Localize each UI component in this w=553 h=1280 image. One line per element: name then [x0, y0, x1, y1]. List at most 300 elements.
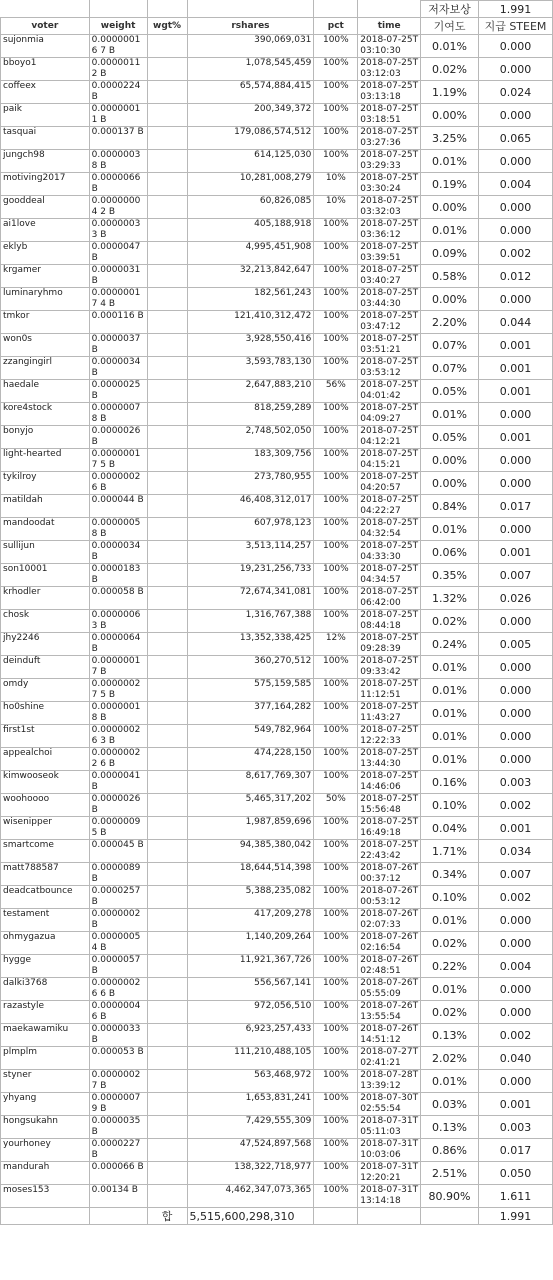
weight-cell: 0.00000063 B	[89, 610, 147, 633]
time-cell: 2018-07-25T03:53:12	[358, 357, 421, 380]
weight-cell: 0.00000058 B	[89, 518, 147, 541]
pct-cell: 100%	[314, 495, 358, 518]
contribution-cell: 0.19%	[421, 173, 479, 196]
table-row[interactable]	[1, 679, 553, 702]
contribution-cell: 0.01%	[421, 679, 479, 702]
time-cell: 2018-07-25T03:30:24	[358, 173, 421, 196]
time-cell: 2018-07-25T03:18:51	[358, 104, 421, 127]
pct-cell: 100%	[314, 725, 358, 748]
wgt-percent-cell	[147, 1024, 187, 1047]
payout-cell: 0.000	[479, 725, 553, 748]
contribution-cell: 0.84%	[421, 495, 479, 518]
rshares-cell: 32,213,842,647	[187, 265, 314, 288]
pct-cell: 100%	[314, 610, 358, 633]
wgt-percent-cell	[147, 725, 187, 748]
table-row[interactable]	[1, 449, 553, 472]
voter-cell: dalki3768	[1, 978, 90, 1001]
weight-cell: 0.00000016 7 B	[89, 35, 147, 58]
table-row[interactable]	[1, 173, 553, 196]
rshares-cell: 360,270,512	[187, 656, 314, 679]
table-row[interactable]	[1, 541, 553, 564]
rshares-cell: 47,524,897,568	[187, 1139, 314, 1162]
contribution-cell: 0.01%	[421, 978, 479, 1001]
table-row[interactable]	[1, 1093, 553, 1116]
weight-cell: 0.00000018 B	[89, 702, 147, 725]
wgt-percent-cell	[147, 564, 187, 587]
rshares-cell: 10,281,008,279	[187, 173, 314, 196]
time-cell: 2018-07-31T05:11:03	[358, 1116, 421, 1139]
wgt-percent-cell	[147, 656, 187, 679]
rshares-cell: 3,928,550,416	[187, 334, 314, 357]
payout-cell: 0.000	[479, 978, 553, 1001]
voter-cell: omdy	[1, 679, 90, 702]
table-row[interactable]	[1, 817, 553, 840]
weight-cell: 0.00000054 B	[89, 932, 147, 955]
rshares-cell: 111,210,488,105	[187, 1047, 314, 1070]
header-payout-steem[interactable]: 지급 STEEM	[479, 18, 553, 35]
rshares-cell: 417,209,278	[187, 909, 314, 932]
totals-label: 합	[147, 1208, 187, 1225]
contribution-cell: 2.20%	[421, 311, 479, 334]
pct-cell: 100%	[314, 1024, 358, 1047]
pct-cell: 56%	[314, 380, 358, 403]
table-row[interactable]	[1, 104, 553, 127]
payout-cell: 0.007	[479, 564, 553, 587]
contribution-cell: 0.10%	[421, 886, 479, 909]
payout-cell: 0.000	[479, 518, 553, 541]
time-cell: 2018-07-31T13:14:18	[358, 1185, 421, 1208]
voter-cell: bboyo1	[1, 58, 90, 81]
weight-cell: 0.00000027 B	[89, 1070, 147, 1093]
contribution-cell: 0.00%	[421, 196, 479, 219]
pct-cell: 100%	[314, 426, 358, 449]
rshares-cell: 3,593,783,130	[187, 357, 314, 380]
totals-row	[1, 1208, 553, 1225]
payout-cell: 1.611	[479, 1185, 553, 1208]
weight-cell: 0.0000227 B	[89, 1139, 147, 1162]
time-cell: 2018-07-25T03:13:18	[358, 81, 421, 104]
payout-cell: 0.005	[479, 633, 553, 656]
pct-cell: 100%	[314, 564, 358, 587]
wgt-percent-cell	[147, 173, 187, 196]
weight-cell: 0.0000089 B	[89, 863, 147, 886]
wgt-percent-cell	[147, 311, 187, 334]
wgt-percent-cell	[147, 449, 187, 472]
weight-cell: 0.0000034 B	[89, 357, 147, 380]
table-row[interactable]	[1, 288, 553, 311]
rshares-cell: 377,164,282	[187, 702, 314, 725]
weight-cell: 0.0000064 B	[89, 633, 147, 656]
payout-cell: 0.000	[479, 219, 553, 242]
table-row[interactable]	[1, 495, 553, 518]
contribution-cell: 0.07%	[421, 357, 479, 380]
table-row[interactable]	[1, 58, 553, 81]
table-row[interactable]	[1, 1024, 553, 1047]
pct-cell: 100%	[314, 886, 358, 909]
table-row[interactable]	[1, 633, 553, 656]
wgt-percent-cell	[147, 886, 187, 909]
table-row[interactable]	[1, 794, 553, 817]
time-cell: 2018-07-25T03:44:30	[358, 288, 421, 311]
table-row[interactable]	[1, 196, 553, 219]
rshares-cell: 183,309,756	[187, 449, 314, 472]
contribution-cell: 0.02%	[421, 610, 479, 633]
table-row[interactable]	[1, 472, 553, 495]
contribution-cell: 0.01%	[421, 909, 479, 932]
weight-cell: 0.0000037 B	[89, 334, 147, 357]
table-row[interactable]	[1, 863, 553, 886]
voter-cell: ho0shine	[1, 702, 90, 725]
contribution-cell: 1.32%	[421, 587, 479, 610]
weight-cell: 0.00000078 B	[89, 403, 147, 426]
table-row[interactable]	[1, 518, 553, 541]
rshares-cell: 818,259,289	[187, 403, 314, 426]
voter-cell: deinduft	[1, 656, 90, 679]
rshares-cell: 4,462,347,073,365	[187, 1185, 314, 1208]
table-row[interactable]	[1, 610, 553, 633]
payout-cell: 0.044	[479, 311, 553, 334]
voter-cell: kimwooseok	[1, 771, 90, 794]
contribution-cell: 0.13%	[421, 1024, 479, 1047]
table-row[interactable]	[1, 725, 553, 748]
voter-cell: ai1love	[1, 219, 90, 242]
rshares-cell: 179,086,574,512	[187, 127, 314, 150]
pct-cell: 100%	[314, 1001, 358, 1024]
contribution-cell: 0.05%	[421, 380, 479, 403]
wgt-percent-cell	[147, 196, 187, 219]
table-row[interactable]	[1, 1001, 553, 1024]
header-weight[interactable]: weight	[89, 18, 147, 35]
empty-cell	[358, 1208, 421, 1225]
pct-cell: 100%	[314, 1047, 358, 1070]
table-row[interactable]	[1, 1139, 553, 1162]
payout-cell: 0.003	[479, 771, 553, 794]
payout-cell: 0.002	[479, 242, 553, 265]
rshares-cell: 4,995,451,908	[187, 242, 314, 265]
pct-cell: 100%	[314, 449, 358, 472]
totals-payout: 1.991	[479, 1208, 553, 1225]
pct-cell: 100%	[314, 840, 358, 863]
time-cell: 2018-07-26T00:53:12	[358, 886, 421, 909]
table-row[interactable]	[1, 127, 553, 150]
wgt-percent-cell	[147, 1185, 187, 1208]
rshares-cell: 607,978,123	[187, 518, 314, 541]
rshares-cell: 2,647,883,210	[187, 380, 314, 403]
weight-cell: 0.0000066 B	[89, 173, 147, 196]
weight-cell: 0.000116 B	[89, 311, 147, 334]
wgt-percent-cell	[147, 817, 187, 840]
rshares-cell: 11,921,367,726	[187, 955, 314, 978]
wgt-percent-cell	[147, 288, 187, 311]
weight-cell: 0.0000033 B	[89, 1024, 147, 1047]
rshares-cell: 1,653,831,241	[187, 1093, 314, 1116]
table-row[interactable]	[1, 150, 553, 173]
voter-cell: sullijun	[1, 541, 90, 564]
summary-row	[1, 1, 553, 18]
header-wgt-percent[interactable]: wgt%	[147, 18, 187, 35]
voter-cell: jungch98	[1, 150, 90, 173]
pct-cell: 100%	[314, 58, 358, 81]
contribution-cell: 0.01%	[421, 518, 479, 541]
payout-cell: 0.001	[479, 334, 553, 357]
time-cell: 2018-07-25T09:28:39	[358, 633, 421, 656]
rshares-cell: 1,078,545,459	[187, 58, 314, 81]
rshares-cell: 200,349,372	[187, 104, 314, 127]
wgt-percent-cell	[147, 127, 187, 150]
pct-cell: 100%	[314, 150, 358, 173]
pct-cell: 100%	[314, 1185, 358, 1208]
payout-cell: 0.007	[479, 863, 553, 886]
payout-cell: 0.004	[479, 173, 553, 196]
time-cell: 2018-07-28T13:39:12	[358, 1070, 421, 1093]
voter-cell: krgamer	[1, 265, 90, 288]
pct-cell: 100%	[314, 978, 358, 1001]
wgt-percent-cell	[147, 1162, 187, 1185]
weight-cell: 0.00000095 B	[89, 817, 147, 840]
payout-cell: 0.000	[479, 748, 553, 771]
time-cell: 2018-07-25T06:42:00	[358, 587, 421, 610]
rshares-cell: 614,125,030	[187, 150, 314, 173]
time-cell: 2018-07-30T02:55:54	[358, 1093, 421, 1116]
weight-cell: 0.00000026 3 B	[89, 725, 147, 748]
time-cell: 2018-07-25T04:33:30	[358, 541, 421, 564]
weight-cell: 0.00000017 5 B	[89, 449, 147, 472]
voter-cell: yourhoney	[1, 1139, 90, 1162]
empty-cell	[89, 1208, 147, 1225]
voter-cell: tykilroy	[1, 472, 90, 495]
contribution-cell: 0.00%	[421, 449, 479, 472]
contribution-cell: 0.22%	[421, 955, 479, 978]
payout-cell: 0.000	[479, 656, 553, 679]
pct-cell: 100%	[314, 909, 358, 932]
table-row[interactable]	[1, 1116, 553, 1139]
payout-cell: 0.002	[479, 886, 553, 909]
voter-cell: won0s	[1, 334, 90, 357]
payout-cell: 0.002	[479, 1024, 553, 1047]
payout-cell: 0.001	[479, 380, 553, 403]
wgt-percent-cell	[147, 794, 187, 817]
table-row[interactable]	[1, 219, 553, 242]
weight-cell: 0.0000057 B	[89, 955, 147, 978]
weight-cell: 0.00000017 4 B	[89, 288, 147, 311]
contribution-cell: 1.19%	[421, 81, 479, 104]
rshares-cell: 563,468,972	[187, 1070, 314, 1093]
payout-cell: 0.040	[479, 1047, 553, 1070]
header-rshares[interactable]: rshares	[187, 18, 314, 35]
payout-cell: 0.000	[479, 58, 553, 81]
weight-cell: 0.000053 B	[89, 1047, 147, 1070]
table-row[interactable]	[1, 978, 553, 1001]
contribution-cell: 0.01%	[421, 35, 479, 58]
contribution-cell: 0.01%	[421, 219, 479, 242]
table-row[interactable]	[1, 1162, 553, 1185]
header-voter[interactable]: voter	[1, 18, 90, 35]
pct-cell: 100%	[314, 518, 358, 541]
table-row[interactable]	[1, 265, 553, 288]
time-cell: 2018-07-25T22:43:42	[358, 840, 421, 863]
contribution-cell: 0.13%	[421, 1116, 479, 1139]
time-cell: 2018-07-25T16:49:18	[358, 817, 421, 840]
time-cell: 2018-07-26T02:48:51	[358, 955, 421, 978]
rshares-cell: 8,617,769,307	[187, 771, 314, 794]
table-row[interactable]	[1, 1070, 553, 1093]
wgt-percent-cell	[147, 587, 187, 610]
empty-cell	[314, 1208, 358, 1225]
pct-cell: 100%	[314, 35, 358, 58]
wgt-percent-cell	[147, 633, 187, 656]
weight-cell: 0.0000002 B	[89, 909, 147, 932]
pct-cell: 100%	[314, 311, 358, 334]
table-row[interactable]	[1, 35, 553, 58]
contribution-cell: 80.90%	[421, 1185, 479, 1208]
time-cell: 2018-07-26T02:16:54	[358, 932, 421, 955]
wgt-percent-cell	[147, 771, 187, 794]
weight-cell: 0.0000035 B	[89, 1116, 147, 1139]
rshares-cell: 13,352,338,425	[187, 633, 314, 656]
pct-cell: 100%	[314, 587, 358, 610]
table-row[interactable]	[1, 1047, 553, 1070]
contribution-cell: 0.35%	[421, 564, 479, 587]
contribution-cell: 0.01%	[421, 748, 479, 771]
wgt-percent-cell	[147, 58, 187, 81]
payout-cell: 0.000	[479, 472, 553, 495]
table-row[interactable]	[1, 771, 553, 794]
wgt-percent-cell	[147, 150, 187, 173]
table-row[interactable]	[1, 656, 553, 679]
payout-cell: 0.000	[479, 288, 553, 311]
table-row[interactable]	[1, 380, 553, 403]
rshares-cell: 1,140,209,264	[187, 932, 314, 955]
time-cell: 2018-07-25T04:32:54	[358, 518, 421, 541]
contribution-cell: 0.02%	[421, 58, 479, 81]
voter-cell: yhyang	[1, 1093, 90, 1116]
contribution-cell: 2.02%	[421, 1047, 479, 1070]
table-row[interactable]	[1, 909, 553, 932]
rshares-cell: 138,322,718,977	[187, 1162, 314, 1185]
wgt-percent-cell	[147, 380, 187, 403]
contribution-cell: 3.25%	[421, 127, 479, 150]
voter-cell: razastyle	[1, 1001, 90, 1024]
time-cell: 2018-07-26T05:55:09	[358, 978, 421, 1001]
table-row[interactable]	[1, 1185, 553, 1208]
payout-cell: 0.000	[479, 909, 553, 932]
table-row[interactable]	[1, 955, 553, 978]
weight-cell: 0.00000022 6 B	[89, 748, 147, 771]
table-row[interactable]	[1, 932, 553, 955]
time-cell: 2018-07-25T14:46:06	[358, 771, 421, 794]
table-row[interactable]	[1, 311, 553, 334]
header-contribution[interactable]: 기여도	[421, 18, 479, 35]
rshares-cell: 405,188,918	[187, 219, 314, 242]
header-pct[interactable]: pct	[314, 18, 358, 35]
pct-cell: 100%	[314, 541, 358, 564]
table-row[interactable]	[1, 81, 553, 104]
time-cell: 2018-07-25T04:15:21	[358, 449, 421, 472]
contribution-cell: 0.24%	[421, 633, 479, 656]
table-row[interactable]	[1, 886, 553, 909]
weight-cell: 0.0000025 B	[89, 380, 147, 403]
weight-cell: 0.00000026 B	[89, 472, 147, 495]
table-row[interactable]	[1, 242, 553, 265]
payout-cell: 0.050	[479, 1162, 553, 1185]
payout-cell: 0.001	[479, 1093, 553, 1116]
wgt-percent-cell	[147, 1070, 187, 1093]
time-cell: 2018-07-25T04:12:21	[358, 426, 421, 449]
table-row[interactable]	[1, 403, 553, 426]
weight-cell: 0.0000047 B	[89, 242, 147, 265]
table-row[interactable]	[1, 748, 553, 771]
pct-cell: 100%	[314, 1162, 358, 1185]
voter-cell: gooddeal	[1, 196, 90, 219]
payout-cell: 0.026	[479, 587, 553, 610]
table-row[interactable]	[1, 426, 553, 449]
payout-cell: 0.000	[479, 35, 553, 58]
header-time[interactable]: time	[358, 18, 421, 35]
table-row[interactable]	[1, 564, 553, 587]
voter-cell: luminaryhmo	[1, 288, 90, 311]
voter-cell: tasquai	[1, 127, 90, 150]
pct-cell: 100%	[314, 288, 358, 311]
pct-cell: 10%	[314, 196, 358, 219]
voter-cell: mandurah	[1, 1162, 90, 1185]
payout-cell: 0.000	[479, 610, 553, 633]
pct-cell: 100%	[314, 863, 358, 886]
weight-cell: 0.00000026 6 B	[89, 978, 147, 1001]
weight-cell: 0.0000041 B	[89, 771, 147, 794]
wgt-percent-cell	[147, 81, 187, 104]
pct-cell: 100%	[314, 1139, 358, 1162]
weight-cell: 0.00000027 5 B	[89, 679, 147, 702]
voter-cell: styner	[1, 1070, 90, 1093]
weight-cell: 0.0000026 B	[89, 426, 147, 449]
table-row[interactable]	[1, 357, 553, 380]
time-cell: 2018-07-25T11:43:27	[358, 702, 421, 725]
pct-cell: 100%	[314, 771, 358, 794]
author-reward-value: 1.991	[479, 1, 553, 18]
table-row[interactable]	[1, 587, 553, 610]
wgt-percent-cell	[147, 403, 187, 426]
table-row[interactable]	[1, 334, 553, 357]
time-cell: 2018-07-25T04:09:27	[358, 403, 421, 426]
time-cell: 2018-07-25T03:39:51	[358, 242, 421, 265]
payout-cell: 0.000	[479, 403, 553, 426]
pct-cell: 100%	[314, 656, 358, 679]
voter-cell: plmplm	[1, 1047, 90, 1070]
table-row[interactable]	[1, 702, 553, 725]
voter-cell: chosk	[1, 610, 90, 633]
pct-cell: 100%	[314, 81, 358, 104]
payout-cell: 0.000	[479, 196, 553, 219]
wgt-percent-cell	[147, 219, 187, 242]
table-row[interactable]	[1, 840, 553, 863]
payout-cell: 0.000	[479, 449, 553, 472]
voter-cell: coffeex	[1, 81, 90, 104]
weight-cell: 0.000058 B	[89, 587, 147, 610]
rshares-cell: 121,410,312,472	[187, 311, 314, 334]
rshares-cell: 6,923,257,433	[187, 1024, 314, 1047]
pct-cell: 100%	[314, 1093, 358, 1116]
contribution-cell: 0.01%	[421, 656, 479, 679]
weight-cell: 0.0000031 B	[89, 265, 147, 288]
pct-cell: 100%	[314, 932, 358, 955]
voter-cell: appealchoi	[1, 748, 90, 771]
rshares-cell: 556,567,141	[187, 978, 314, 1001]
payout-cell: 0.003	[479, 1116, 553, 1139]
time-cell: 2018-07-25T13:44:30	[358, 748, 421, 771]
contribution-cell: 0.01%	[421, 725, 479, 748]
contribution-cell: 0.04%	[421, 817, 479, 840]
wgt-percent-cell	[147, 1047, 187, 1070]
